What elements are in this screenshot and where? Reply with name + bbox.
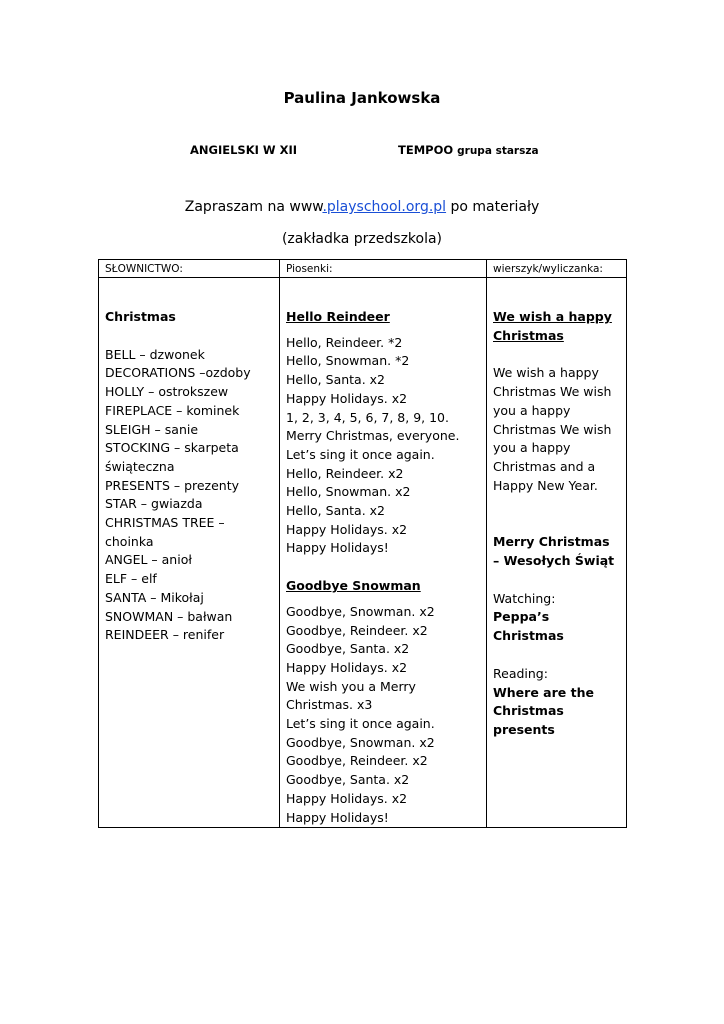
vocabulary-item: ELF – elf	[105, 571, 157, 587]
songs-cell	[280, 278, 487, 828]
lyric-line: Hello, Reindeer. x2	[286, 465, 404, 481]
vocabulary-item: REINDEER – renifer	[105, 627, 225, 643]
lyric-line: Hello, Reindeer. *2	[286, 334, 403, 350]
lyric-line: 1, 2, 3, 4, 5, 6, 7, 8, 9, 10.	[286, 409, 449, 425]
lyric-line: Hello, Santa. x2	[286, 503, 386, 519]
header-songs: Piosenki:	[280, 260, 487, 278]
lyric-line: Goodbye, Reindeer. x2	[286, 753, 428, 769]
vocabulary-item: STOCKING – skarpeta świąteczna	[105, 440, 239, 474]
lyric-line: Happy Holidays. x2	[286, 659, 408, 675]
vocabulary-title: Christmas	[105, 309, 176, 324]
lyric-line: Goodbye, Santa. x2	[286, 641, 410, 657]
reading-label: Reading:	[493, 665, 548, 681]
lyric-line: Hello, Santa. x2	[286, 372, 386, 388]
poem-title: We wish a happy Christmas	[493, 309, 612, 343]
author-name: Paulina Jankowska	[283, 89, 441, 107]
vocabulary-item: SLEIGH – sanie	[105, 421, 199, 437]
lyric-line: Happy Holidays. x2	[286, 521, 408, 537]
song2-lyrics	[286, 603, 480, 827]
poem-cell	[487, 278, 627, 828]
lyric-line: Goodbye, Santa. x2	[286, 772, 410, 788]
poem-greeting: Merry Christmas – Wesołych Świąt	[493, 534, 615, 569]
program-label	[398, 143, 539, 157]
lyric-line: Happy Holidays!	[286, 540, 389, 556]
song2-title: Goodbye Snowman	[286, 578, 421, 594]
vocabulary-item: PRESENTS – prezenty	[105, 477, 240, 493]
vocabulary-item: DECORATIONS –ozdoby	[105, 365, 251, 381]
intro-line	[0, 199, 724, 215]
vocabulary-item: FIREPLACE – kominek	[105, 402, 240, 418]
lyric-line: Hello, Snowman. *2	[286, 353, 410, 369]
poem-text: We wish a happy Christmas We wish you a happy Christmas We wish you a happy Christmas and a Happy New Year.	[493, 365, 612, 493]
vocabulary-cell	[99, 278, 280, 828]
vocabulary-list	[105, 346, 273, 645]
table-header-row	[99, 260, 627, 278]
song1-title: Hello Reindeer	[286, 309, 390, 324]
song1-lyrics	[286, 334, 480, 558]
vocabulary-item: CHRISTMAS TREE – choinka	[105, 515, 225, 549]
lyric-line: Let’s sing it once again.	[286, 446, 435, 462]
lyric-line: Goodbye, Snowman. x2	[286, 734, 435, 750]
lyric-line: Happy Holidays. x2	[286, 790, 408, 806]
lyric-line: Goodbye, Snowman. x2	[286, 603, 435, 619]
reading-value: Where are the Christmas presents	[493, 684, 594, 737]
header-vocabulary: SŁOWNICTWO:	[99, 260, 280, 278]
watching-value: Peppa’s Christmas	[493, 609, 564, 644]
intro-prefix: Zapraszam na www	[184, 199, 323, 215]
vocabulary-item: ANGEL – anioł	[105, 552, 192, 568]
intro-suffix: po materiały	[446, 199, 540, 215]
lyric-line: Happy Holidays!	[286, 809, 389, 825]
lyric-line: Happy Holidays. x2	[286, 390, 408, 406]
program-name: TEMPOO	[398, 143, 454, 157]
header-poem: wierszyk/wyliczanka:	[487, 260, 627, 278]
vocabulary-item: STAR – gwiazda	[105, 496, 203, 512]
vocabulary-item: BELL – dzwonek	[105, 346, 205, 362]
lyric-line: We wish you a Merry Christmas. x3	[286, 678, 416, 713]
lyric-line: Hello, Snowman. x2	[286, 484, 411, 500]
watching-label: Watching:	[493, 590, 556, 606]
intro-note: (zakładka przedszkola)	[281, 231, 443, 247]
lesson-table	[98, 259, 627, 828]
table-row	[99, 278, 627, 828]
vocabulary-item: SANTA – Mikołaj	[105, 589, 204, 605]
lyric-line: Merry Christmas, everyone.	[286, 428, 460, 444]
playschool-link[interactable]: .playschool.org.pl	[322, 199, 447, 215]
lyric-line: Goodbye, Reindeer. x2	[286, 622, 428, 638]
lyric-line: Let’s sing it once again.	[286, 716, 435, 732]
vocabulary-item: SNOWMAN – bałwan	[105, 608, 233, 624]
group-name: grupa starsza	[457, 145, 539, 157]
vocabulary-item: HOLLY – ostrokszew	[105, 384, 229, 400]
subject-label: ANGIELSKI W XII	[190, 143, 298, 157]
